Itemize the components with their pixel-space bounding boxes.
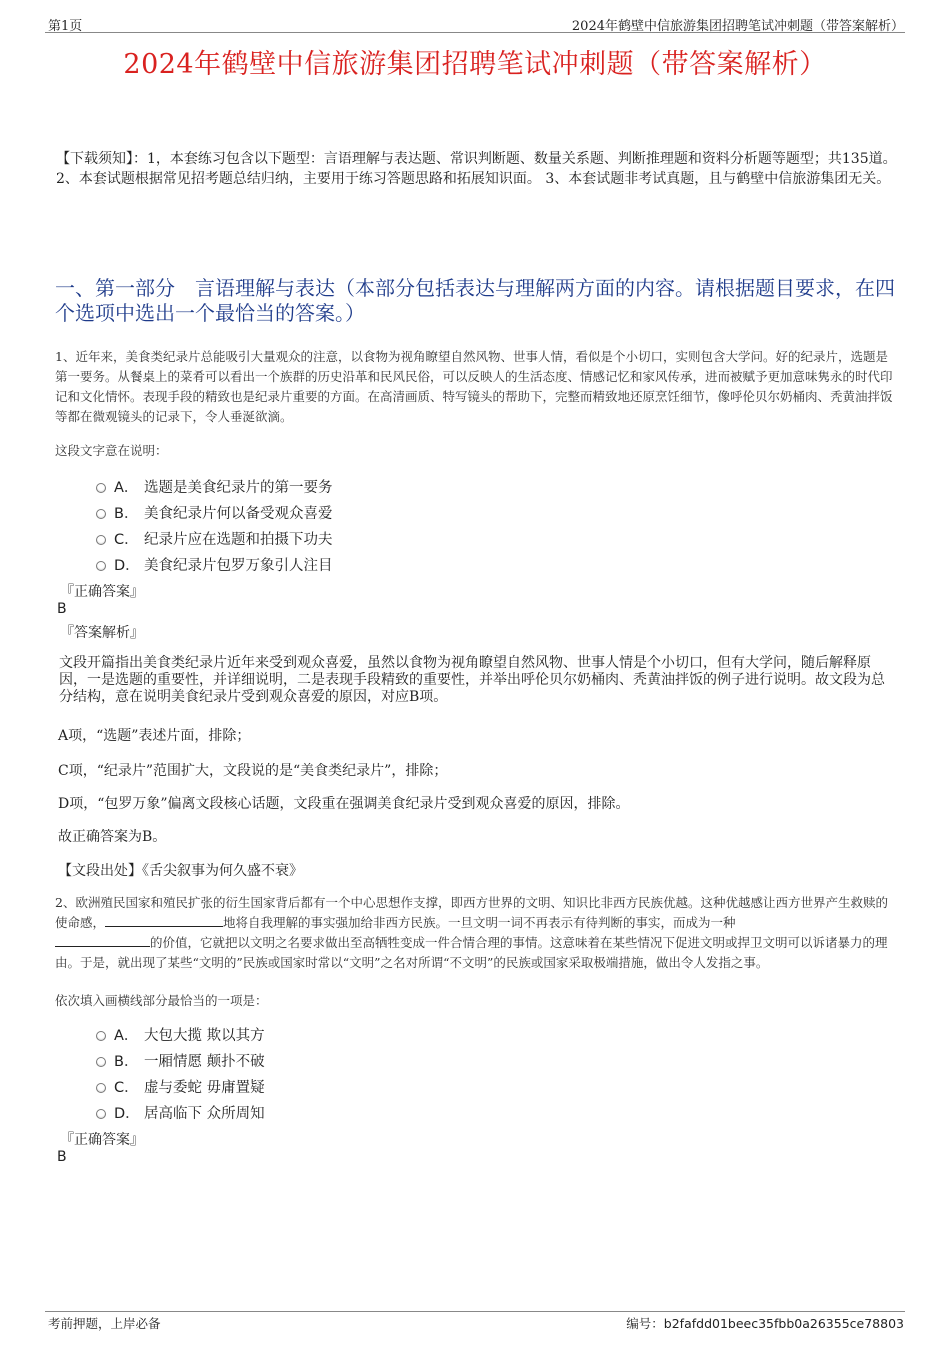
analysis-point-c: C项，“纪录片”范围扩大，文段说的是“美食类纪录片”，排除； [58,763,448,779]
radio-icon[interactable] [96,535,106,545]
radio-icon[interactable] [96,1031,106,1041]
passage-source: 【文段出处】《舌尖叙事为何久盛不衰》 [58,863,303,879]
footer-divider [45,1311,905,1312]
analysis-conclusion: 故正确答案为B。 [58,829,167,845]
q1-option-a[interactable]: A． 选题是美食纪录片的第一要务 [96,476,333,498]
radio-icon[interactable] [96,509,106,519]
radio-icon[interactable] [96,561,106,571]
question-1-text: 1、近年来，美食类纪录片总能吸引大量观众的注意，以食物为视角瞭望自然风物、世事人情，看似是个小切口，实则包含大学问。好的纪录片，选题是第一要务。从餐桌上的菜肴可以看出一个族群的历史沿革和民风民俗，可以反映人的生活态度、情感记忆和家风传承，进而被赋予更加意味隽永的时代印记和文化情怀。表现手段的精致也是纪录片重要的方面。在高清画质、特写镜头的帮助下，完整而精致地还原烹饪细节，像呼伦贝尔奶桶肉、秃黄油拌饭等都在微观镜头的记录下，令人垂涎欲滴。 [55,349,893,424]
question-1-prompt: 这段文字意在说明： [55,443,168,458]
analysis-label: 『答案解析』 [60,625,144,641]
correct-answer-label: 『正确答案』 [60,584,144,600]
download-notice: 【下载须知】：1，本套练习包含以下题型：言语理解与表达题、常识判断题、数量关系题、判断推理题和资料分析题等题型；共135道。 2、本套试题根据常见招考题总结归纳，主要用于练习答题思路和拓展知识面。 3、本套试题非考试真题，且与鹤壁中信旅游集团无关。 [56,151,897,187]
header-doc-title: 2024年鹤壁中信旅游集团招聘笔试冲刺题（带答案解析） [571,19,904,34]
analysis-point-a: A项，“选题”表述片面，排除； [58,728,251,744]
correct-answer-value: B [57,601,67,617]
header-divider [45,32,905,33]
page-number: 第1页 [48,19,83,34]
q2-option-b[interactable]: B． 一厢情愿 颠扑不破 [96,1050,265,1072]
document-title: 2024年鹤壁中信旅游集团招聘笔试冲刺题（带答案解析） [123,49,827,80]
q2-correct-answer-label: 『正确答案』 [60,1132,144,1148]
radio-icon[interactable] [96,1109,106,1119]
analysis-point-d: D项，“包罗万象”偏离文段核心话题，文段重在强调美食纪录片受到观众喜爱的原因，排除。 [58,796,630,812]
question-2-prompt: 依次填入画横线部分最恰当的一项是： [55,993,268,1008]
radio-icon[interactable] [96,1083,106,1093]
q1-option-b[interactable]: B． 美食纪录片何以备受观众喜爱 [96,502,333,524]
analysis-text: 文段开篇指出美食类纪录片近年来受到观众喜爱，虽然以食物为视角瞭望自然风物、世事人情是个小切口，但有大学问，随后解释原因，一是选题的重要性，并详细说明，二是表现手段精致的重要性，并举出呼伦贝尔奶桶肉、秃黄油拌饭的例子进行说明。故文段为总分结构，意在说明美食纪录片受到观众喜爱的原因，对应B项。 [59,655,885,705]
radio-icon[interactable] [96,1057,106,1067]
fill-blank-2 [55,934,150,947]
question-2-text: 2、欧洲殖民国家和殖民扩张的衍生国家背后都有一个中心思想作支撑，即西方世界的文明、知识比非西方民族优越。这种优越感让西方世界产生救赎的使命感， 地将自我理解的事实强加给非西方民族。一旦文明一词不再表示有待判断的事实，而成为一种 的价值，它就把以文明之名要求做出至高牺牲变成一件合情合理的事情。这意味着在某些情况下促进文明或捍卫文明可以诉诸暴力的理由。于是，就出现了某些“文明的”民族或国家时常以“文明”之名对所谓“不文明”的民族或国家采取极端措施，做出令人发指之事。 [55,895,888,970]
section-heading: 一、第一部分 言语理解与表达（本部分包括表达与理解两方面的内容。请根据题目要求，在四个选项中选出一个最恰当的答案。） [55,276,895,325]
q1-option-d[interactable]: D． 美食纪录片包罗万象引人注目 [96,554,333,576]
q2-option-a[interactable]: A． 大包大揽 欺以其方 [96,1024,265,1046]
q2-correct-answer-value: B [57,1149,67,1165]
fill-blank-1 [105,914,223,927]
q2-option-c[interactable]: C． 虚与委蛇 毋庸置疑 [96,1076,265,1098]
radio-icon[interactable] [96,483,106,493]
q1-option-c[interactable]: C． 纪录片应在选题和拍摄下功夫 [96,528,333,550]
footer-slogan: 考前押题，上岸必备 [48,1316,161,1331]
q2-option-d[interactable]: D． 居高临下 众所周知 [96,1102,265,1124]
footer-code: 编号：b2fafdd01beec35fbb0a26355ce78803 [626,1316,904,1331]
